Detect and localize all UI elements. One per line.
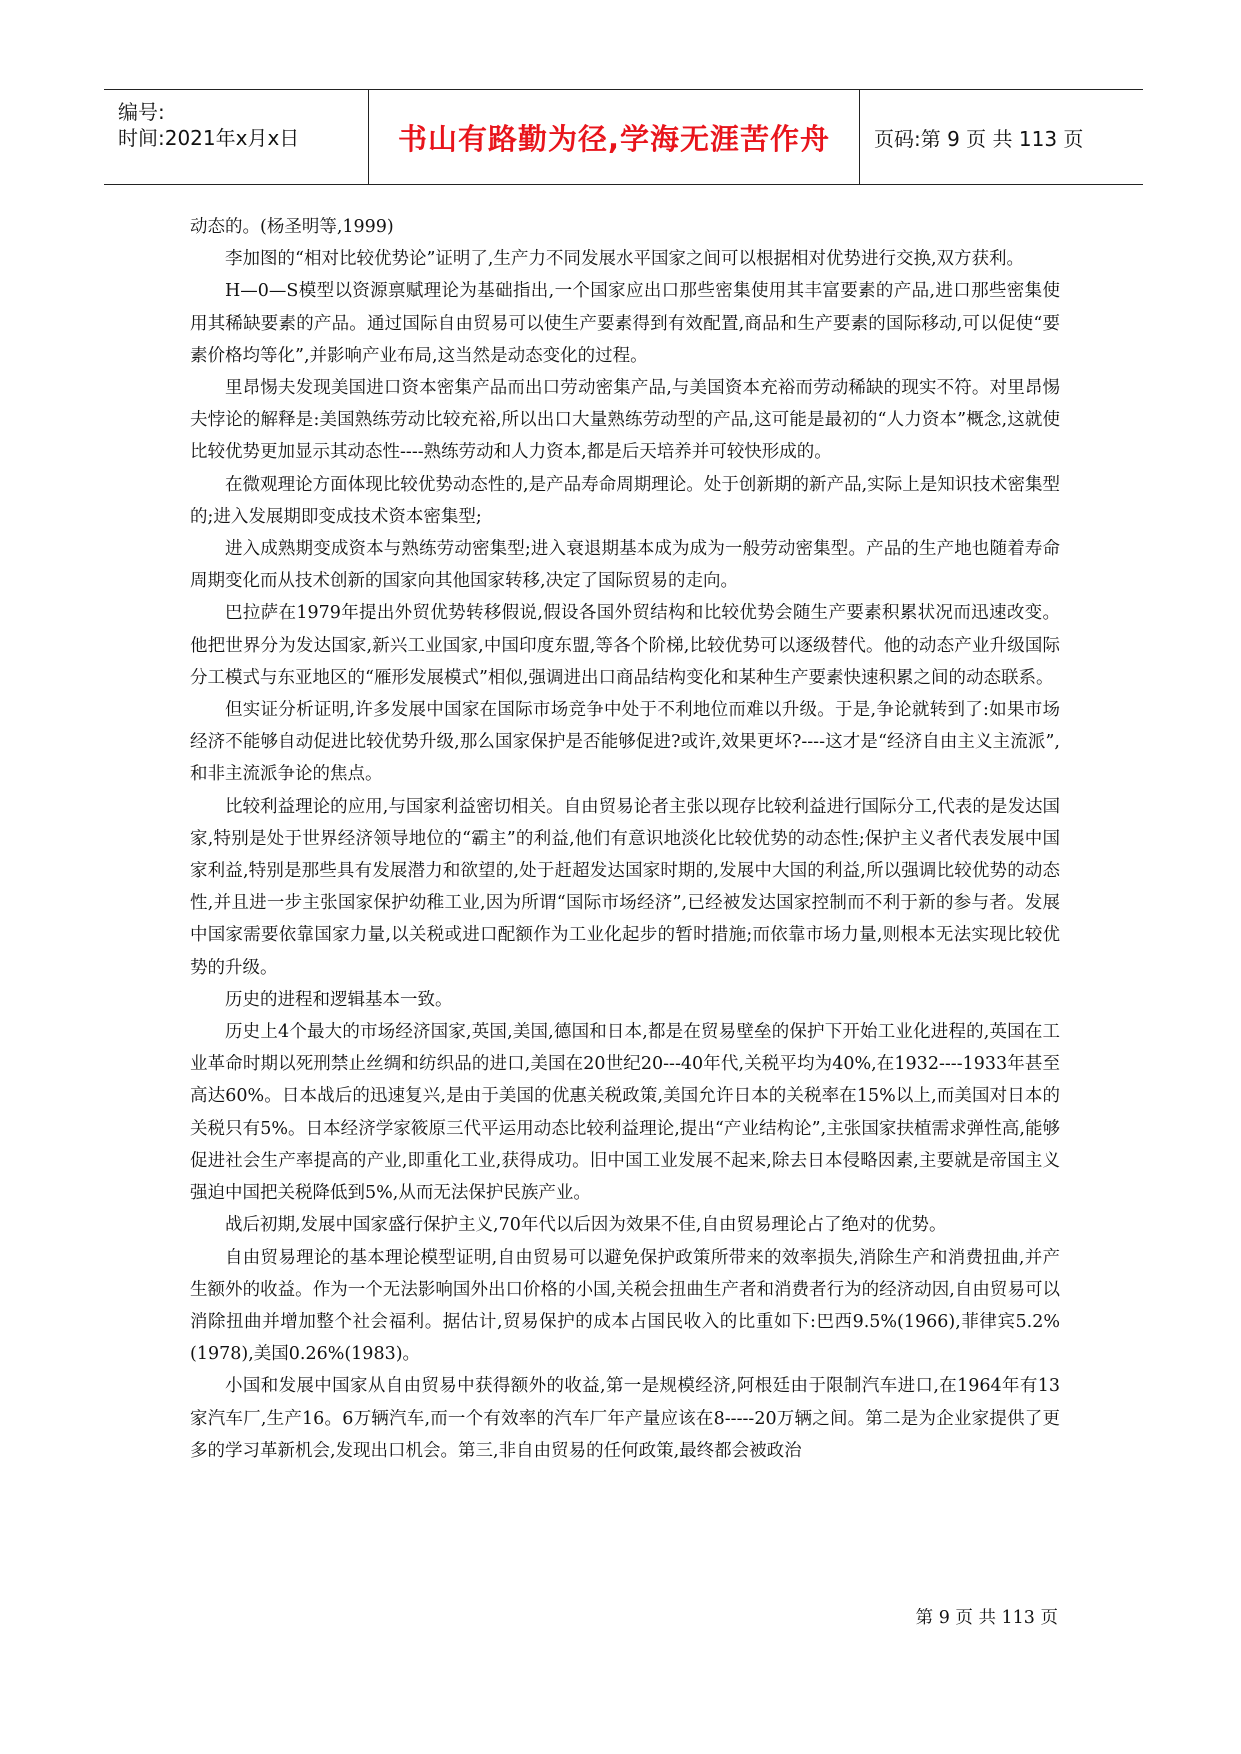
header-page-info: 页码:第 9 页 共 113 页 <box>874 126 1084 151</box>
paragraph: 比较利益理论的应用,与国家利益密切相关。自由贸易论者主张以现存比较利益进行国际分工,代表的是发达国家,特别是处于世界经济领导地位的“霸主”的利益,他们有意识地淡化比较优势的动态性;保护主义者代表发展中国家利益,特别是那些具有发展潜力和欲望的,处于赶超发达国家时期的,发展中大国的利益,所以强调比较优势的动态性,并且进一步主张国家保护幼稚工业,因为所谓“国际市场经济”,已经被发达国家控制而不利于新的参与者。发展中国家需要依靠国家力量,以关税或进口配额作为工业化起步的暂时措施;而依靠市场力量,则根本无法实现比较优势的升级。 <box>190 796 1060 978</box>
paragraph: 战后初期,发展中国家盛行保护主义,70年代以后因为效果不佳,自由贸易理论占了绝对的优势。 <box>225 1215 947 1236</box>
paragraph: 动态的。(杨圣明等,1999) <box>190 217 394 237</box>
paragraph: 小国和发展中国家从自由贸易中获得额外的收益,第一是规模经济,阿根廷由于限制汽车进口,在1964年有13家汽车厂,生产16。6万辆汽车,而一个有效率的汽车厂年产量应该在8-----20万辆之间。第二是为企业家提供了更多的学习革新机会,发现出口机会。第三,非自由贸易的任何政策,最终都会被政治 <box>190 1376 1060 1461</box>
paragraph: 巴拉萨在1979年提出外贸优势转移假说,假设各国外贸结构和比较优势会随生产要素积累状况而迅速改变。他把世界分为发达国家,新兴工业国家,中国印度东盟,等各个阶梯,比较优势可以逐级替代。他的动态产业升级国际分工模式与东亚地区的“雁形发展模式”相似,强调进出口商品结构变化和某种生产要素快速积累之间的动态联系。 <box>190 603 1060 688</box>
paragraph: 历史的进程和逻辑基本一致。 <box>225 989 453 1010</box>
document-time-label: 时间:2021年x月x日 <box>118 126 300 150</box>
header-motto-cell <box>368 90 860 184</box>
paragraph: 历史上4个最大的市场经济国家,英国,美国,德国和日本,都是在贸易壁垒的保护下开始工业化进程的,英国在工业革命时期以死刑禁止丝绸和纺织品的进口,美国在20世纪20---40年代,关税平均为40%,在1932----1933年甚至高达60%。日本战后的迅速复兴,是由于美国的优惠关税政策,美国允许日本的关税率在15%以上,而美国对日本的关税只有5%。日本经济学家筱原三代平运用动态比较利益理论,提出“产业结构论”,主张国家扶植需求弹性高,能够促进社会生产率提高的产业,即重化工业,获得成功。旧中国工业发展不起来,除去日本侵略因素,主要就是帝国主义强迫中国把关税降低到5%,从而无法保护民族产业。 <box>190 1022 1060 1204</box>
page-header <box>104 89 1143 185</box>
paragraph: 李加图的“相对比较优势论”证明了,生产力不同发展水平国家之间可以根据相对优势进行交换,双方获利。 <box>225 249 1025 270</box>
page-footer: 第 9 页 共 113 页 <box>915 1608 1058 1628</box>
paragraph: 里昂惕夫发现美国进口资本密集产品而出口劳动密集产品,与美国资本充裕而劳动稀缺的现实不符。对里昂惕夫悖论的解释是:美国熟练劳动比较充裕,所以出口大量熟练劳动型的产品,这可能是最初的“人力资本”概念,这就使比较优势更加显示其动态性----熟练劳动和人力资本,都是后天培养并可较快形成的。 <box>190 378 1060 463</box>
header-meta-cell <box>104 90 368 184</box>
paragraph: 进入成熟期变成资本与熟练劳动密集型;进入衰退期基本成为成为一般劳动密集型。产品的生产地也随着寿命周期变化而从技术创新的国家向其他国家转移,决定了国际贸易的走向。 <box>190 539 1060 592</box>
paragraph: 但实证分析证明,许多发展中国家在国际市场竞争中处于不利地位而难以升级。于是,争论就转到了:如果市场经济不能够自动促进比较优势升级,那么国家保护是否能够促进?或许,效果更坏?----这才是“经济自由主义主流派”,和非主流派争论的焦点。 <box>190 700 1060 785</box>
document-body <box>190 211 1060 1467</box>
header-motto: 书山有路勤为径,学海无涯苦作舟 <box>397 121 831 156</box>
paragraph: H—0—S模型以资源禀赋理论为基础指出,一个国家应出口那些密集使用其丰富要素的产品,进口那些密集使用其稀缺要素的产品。通过国际自由贸易可以使生产要素得到有效配置,商品和生产要素的国际移动,可以促使“要素价格均等化”,并影响产业布局,这当然是动态变化的过程。 <box>190 281 1060 366</box>
paragraph: 自由贸易理论的基本理论模型证明,自由贸易可以避免保护政策所带来的效率损失,消除生产和消费扭曲,并产生额外的收益。作为一个无法影响国外出口价格的小国,关税会扭曲生产者和消费者行为的经济动因,自由贸易可以消除扭曲并增加整个社会福利。据估计,贸易保护的成本占国民收入的比重如下:巴西9.5%(1966),菲律宾5.2%(1978),美国0.26%(1983)。 <box>190 1247 1060 1365</box>
header-page-cell <box>860 90 1143 184</box>
document-number-label: 编号: <box>118 100 165 124</box>
paragraph: 在微观理论方面体现比较优势动态性的,是产品寿命周期理论。处于创新期的新产品,实际上是知识技术密集型的;进入发展期即变成技术资本密集型; <box>190 474 1060 527</box>
